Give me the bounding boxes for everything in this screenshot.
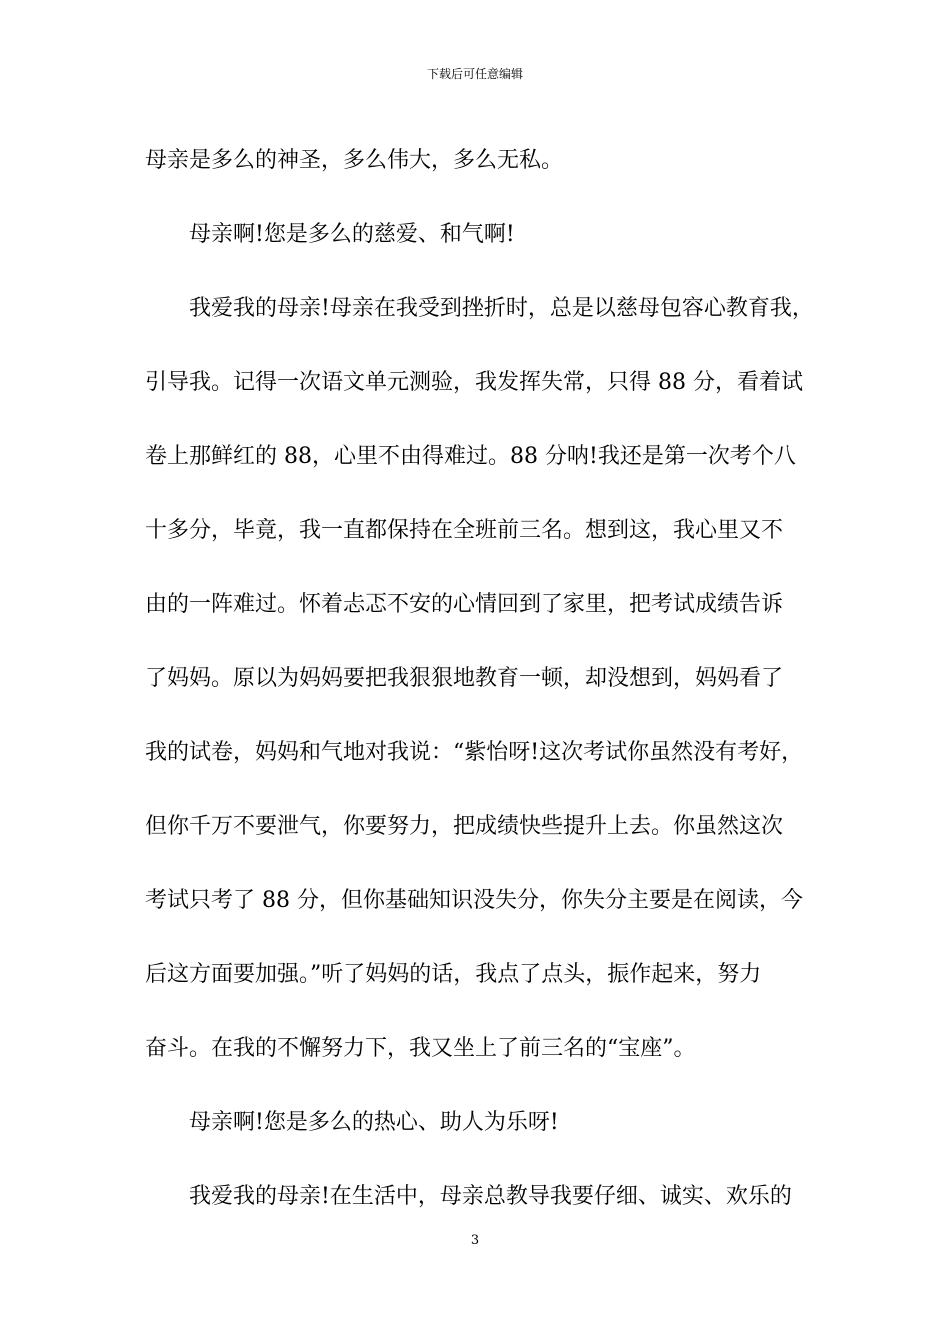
text-line: 我的试卷，妈妈和气地对我说：“紫怡呀!这次考试你虽然没有考好，: [145, 740, 804, 765]
text-line: 十多分，毕竟，我一直都保持在全班前三名。想到这，我心里又不: [145, 518, 784, 543]
text-line: 了妈妈。原以为妈妈要把我狠狠地教育一顿，却没想到，妈妈看了: [145, 666, 784, 691]
text-line: 但你千万不要泄气，你要努力，把成绩快些提升上去。你虽然这次: [145, 814, 784, 839]
text-line: 引导我。记得一次语文单元测验，我发挥失常，只得 88 分，看着试: [145, 370, 803, 395]
text-line: 母亲啊!您是多么的热心、助人为乐呀!: [189, 1110, 559, 1135]
page-header: 下载后可任意编辑: [426, 67, 523, 81]
text-line: 由的一阵难过。怀着忐忑不安的心情回到了家里，把考试成绩告诉: [145, 592, 784, 617]
text-line: 我爱我的母亲!母亲在我受到挫折时，总是以慈母包容心教育我，: [189, 296, 814, 321]
text-line: 卷上那鲜红的 88，心里不由得难过。88 分呐!我还是第一次考个八: [145, 444, 796, 469]
text-line: 考试只考了 88 分，但你基础知识没失分，你失分主要是在阅读，今: [145, 888, 803, 913]
document-body: [145, 124, 815, 1234]
text-line: 母亲啊!您是多么的慈爱、和气啊!: [189, 222, 515, 247]
text-line: 后这方面要加强。”听了妈妈的话，我点了点头，振作起来，努力: [145, 962, 762, 987]
text-line: 母亲是多么的神圣，多么伟大，多么无私。: [145, 148, 564, 173]
text-line: 奋斗。在我的不懈努力下，我又坐上了前三名的“宝座”。: [145, 1036, 696, 1061]
page-number: 3: [470, 1233, 480, 1248]
text-line: 我爱我的母亲!在生活中，母亲总教导我要仔细、诚实、欢乐的: [189, 1184, 792, 1209]
